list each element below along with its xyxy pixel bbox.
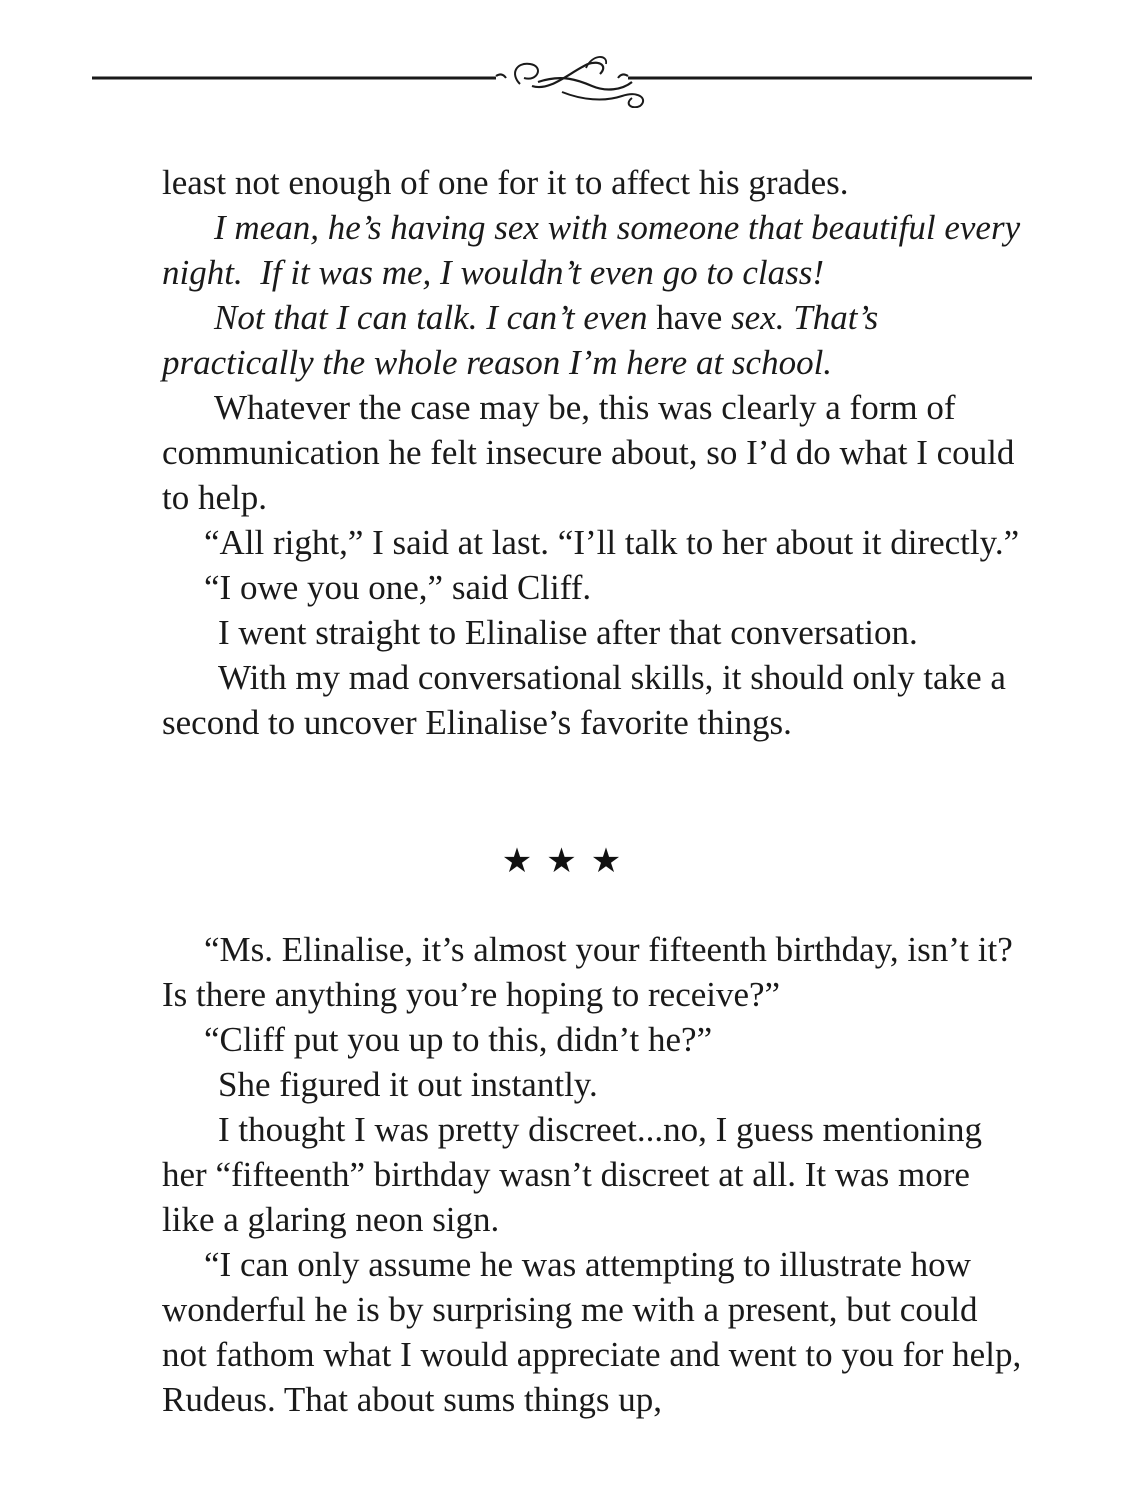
paragraph: least not enough of one for it to affect his grades.: [162, 163, 849, 202]
paragraph: [162, 295, 1022, 385]
body-text-top: [162, 160, 1029, 745]
italic-span: sex. That’s practically the whole reason I’m here at school.: [162, 298, 887, 382]
emphasis-span: have: [656, 298, 723, 337]
italic-span: Not that I can talk. I can’t even: [214, 298, 657, 337]
paragraph: “All right,” I said at last. “I’ll talk to her about it directly.”: [204, 523, 1020, 562]
paragraph: “I owe you one,” said Cliff.: [204, 568, 592, 607]
paragraph: I mean, he’s having sex with someone that beautiful every night. If it was me, I wouldn’t even go to class!: [162, 208, 1029, 292]
body-text-bottom: [162, 927, 1030, 1422]
paragraph: “Ms. Elinalise, it’s almost your fifteenth birthday, isn’t it? Is there anything you’re hoping to receive?”: [162, 930, 1022, 1014]
paragraph: “I can only assume he was attempting to illustrate how wonderful he is by surprising me with a present, but could not fathom what I would appreciate and went to you for help, Rudeus. That about sums things up,: [162, 1245, 1030, 1419]
paragraph: Whatever the case may be, this was clearly a form of communication he felt insecure about, so I’d do what I could to help.: [162, 388, 1024, 517]
flourish-divider-icon: [92, 52, 1032, 108]
scene-break-stars: ★★★: [501, 841, 636, 881]
paragraph: With my mad conversational skills, it should only take a second to uncover Elinalise’s favorite things.: [162, 658, 1015, 742]
paragraph: I went straight to Elinalise after that conversation.: [218, 613, 918, 652]
paragraph: I thought I was pretty discreet...no, I guess mentioning her “fifteenth” birthday wasn’t discreet at all. It was more like a glaring neon sign.: [162, 1110, 991, 1239]
paragraph: “Cliff put you up to this, didn’t he?”: [204, 1020, 713, 1059]
paragraph: She figured it out instantly.: [218, 1065, 598, 1104]
